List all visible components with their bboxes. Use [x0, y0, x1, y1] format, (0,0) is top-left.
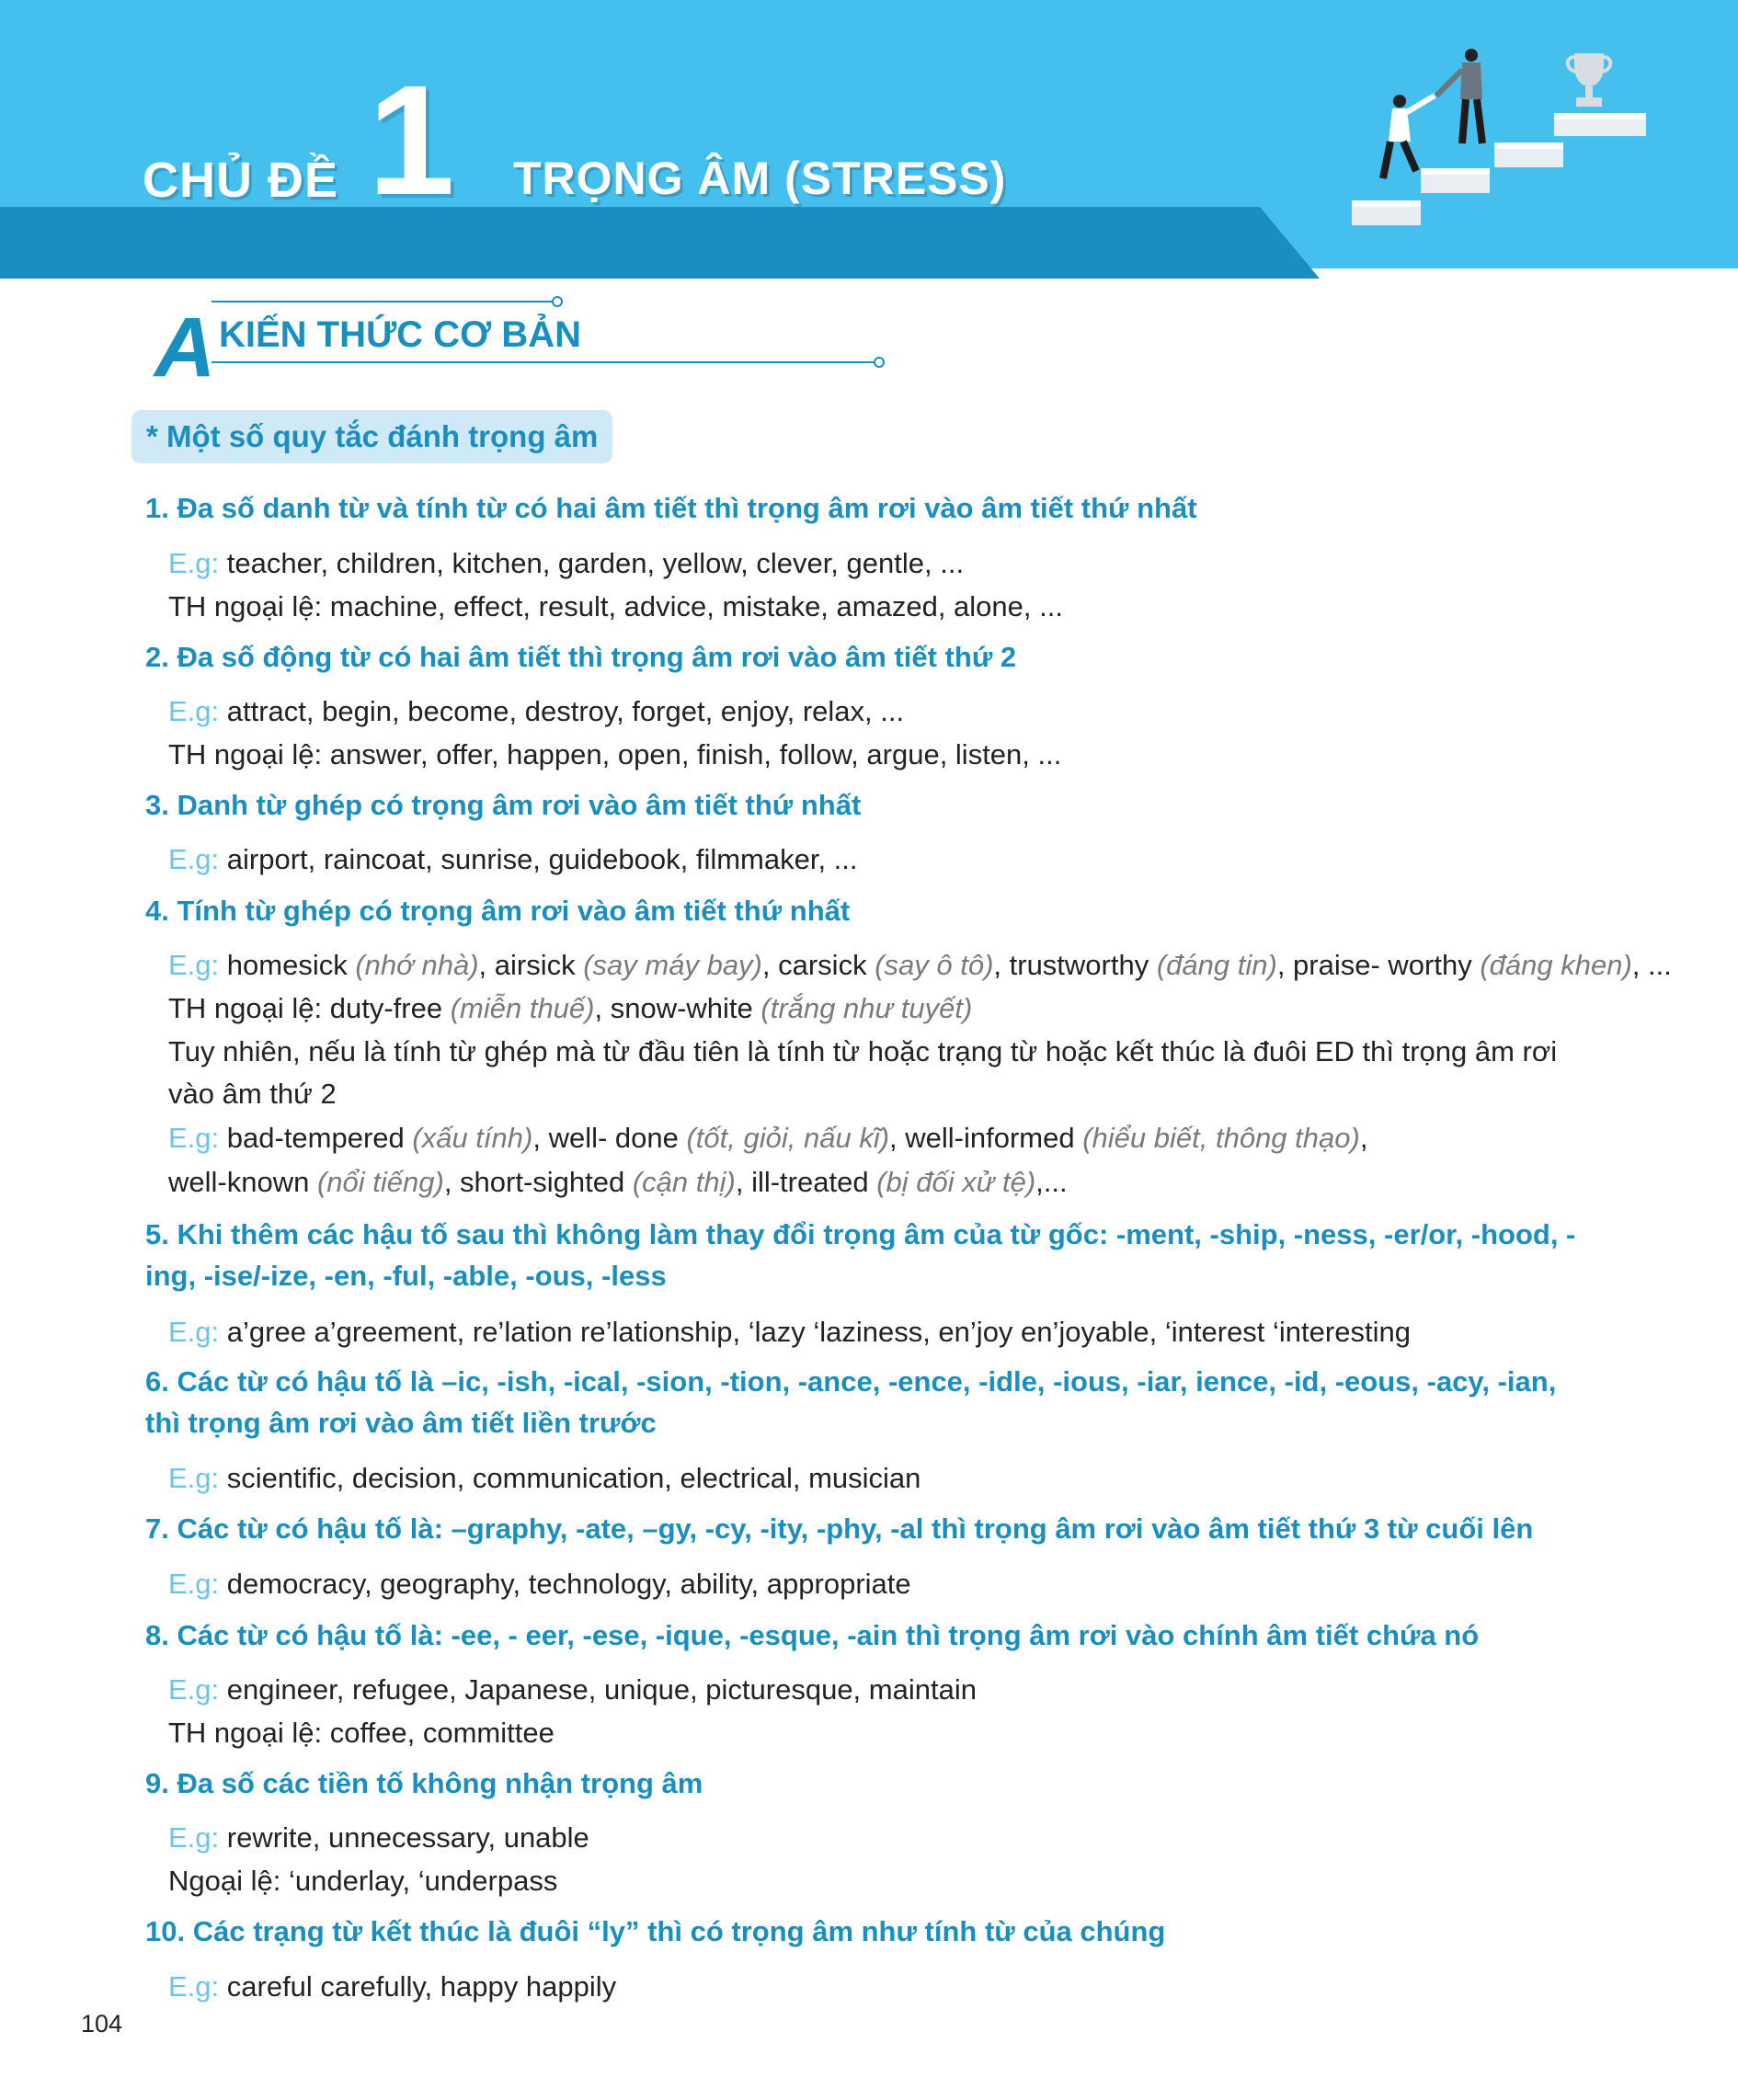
rule-1-exception: TH ngoại lệ: machine, effect, result, advice, mistake, amazed, alone, ...: [168, 590, 1063, 622]
eg-label: E.g:: [168, 1568, 220, 1600]
rule-7-title: 7. Các từ có hậu tố là: –graphy, -ate, –gy, -cy, -ity, -phy, -al thì trọng âm rơi vào âm tiết thứ 3 từ cuối lên: [145, 1512, 1534, 1545]
rule-1-example: E.g: teacher, children, kitchen, garden, yellow, clever, gentle, ...: [168, 547, 965, 579]
rule-4-title: 4. Tính từ ghép có trọng âm rơi vào âm tiết thứ nhất: [145, 895, 851, 927]
rule-8-example: E.g: engineer, refugee, Japanese, unique, picturesque, maintain: [168, 1673, 977, 1706]
rule-9-example: E.g: rewrite, unnecessary, unable: [168, 1821, 589, 1854]
section-title: KIẾN THỨC CƠ BẢN: [219, 314, 581, 355]
rule-5-example: E.g: a’gree a’greement, re’lation re’lationship, ‘lazy ‘laziness, en’joy en’joyable, ‘interest ‘interesting: [168, 1316, 1411, 1348]
person-helping-icon: [1436, 49, 1482, 143]
page-number: 104: [81, 2010, 123, 2037]
chapter-title: TRỌNG ÂM (STRESS): [513, 153, 1007, 204]
eg-label: E.g:: [168, 1821, 220, 1854]
chapter-banner: [0, 0, 1738, 276]
rule-7-example: E.g: democracy, geography, technology, ability, appropriate: [168, 1568, 911, 1600]
eg-label: E.g:: [168, 949, 220, 981]
eg-label: E.g:: [168, 843, 220, 875]
chapter-number: 1: [368, 53, 455, 228]
rule-3-title: 3. Danh từ ghép có trọng âm rơi vào âm tiết thứ nhất: [145, 789, 862, 821]
subheading-pill: * Một số quy tắc đánh trọng âm: [131, 410, 612, 463]
rule-8-exception: TH ngoại lệ: coffee, committee: [168, 1717, 555, 1749]
person-climbing-icon: [1383, 95, 1435, 178]
rule-4-example-1: E.g: homesick (nhớ nhà), airsick (say máy bay), carsick (say ô tô), trustworthy (đáng tin), praise- worthy (đáng khen), ...: [168, 949, 1672, 981]
rule-8-title: 8. Các từ có hậu tố là: -ee, - eer, -ese, -ique, -esque, -ain thì trọng âm rơi vào chính âm tiết chứa nó: [145, 1619, 1480, 1651]
rule-6-example: E.g: scientific, decision, communication, electrical, musician: [168, 1462, 921, 1494]
stairs-trophy-illustration: [1333, 37, 1674, 248]
section-letter: A: [154, 301, 216, 394]
eg-label: E.g:: [168, 1970, 220, 2003]
rule-5-title: 5. Khi thêm các hậu tố sau thì không làm thay đổi trọng âm của từ gốc: -ment, -ship, -ness, -er/or, -hood, -ing, -ise/-ize, -en, -ful, -able, -ous, -less: [145, 1218, 1576, 1292]
rule-4-example-2: E.g: bad-tempered (xấu tính), well- done (tốt, giỏi, nấu kĩ), well-informed (hiểu biết, thông thạo),: [168, 1122, 1368, 1154]
rule-10-title: 10. Các trạng từ kết thúc là đuôi “ly” thì có trọng âm như tính từ của chúng: [145, 1915, 1166, 1947]
eg-label: E.g:: [168, 547, 220, 579]
rule-10-example: E.g: careful carefully, happy happily: [168, 1970, 617, 2003]
eg-label: E.g:: [168, 1316, 220, 1348]
rule-4-example-2-cont: well-known (nổi tiếng), short-sighted (cận thị), ill-treated (bị đối xử tệ),...: [168, 1166, 1068, 1198]
rule-9-exception: Ngoại lệ: ‘underlay, ‘underpass: [168, 1865, 558, 1897]
rule-9-title: 9. Đa số các tiền tố không nhận trọng âm: [145, 1767, 703, 1799]
rule-2-exception: TH ngoại lệ: answer, offer, happen, open, finish, follow, argue, listen, ...: [168, 738, 1062, 770]
rule-3-example: E.g: airport, raincoat, sunrise, guidebook, filmmaker, ...: [168, 843, 858, 875]
rule-6-title: 6. Các từ có hậu tố là –ic, -ish, -ical, -sion, -tion, -ance, -ence, -idle, -ious, -iar, ience, -id, -eous, -acy, -ian, thì trọng âm rơi vào âm tiết liền trước: [145, 1365, 1557, 1439]
rule-2-example: E.g: attract, begin, become, destroy, forget, enjoy, relax, ...: [168, 695, 905, 727]
eg-label: E.g:: [168, 1462, 220, 1494]
banner-stripe: [0, 207, 1320, 279]
rule-4-note: Tuy nhiên, nếu là tính từ ghép mà từ đầu tiên là tính từ hoặc trạng từ hoặc kết thúc là đuôi ED thì trọng âm rơi vào âm thứ 2: [168, 1035, 1558, 1110]
eg-label: E.g:: [168, 1673, 220, 1706]
rule-1-title: 1. Đa số danh từ và tính từ có hai âm tiết thì trọng âm rơi vào âm tiết thứ nhất: [145, 492, 1197, 524]
chapter-label: CHỦ ĐỀ: [143, 153, 339, 208]
eg-label: E.g:: [168, 695, 220, 727]
rule-4-exception: TH ngoại lệ: duty-free (miễn thuế), snow-white (trắng như tuyết): [168, 992, 973, 1024]
section-a-heading: [138, 296, 901, 397]
eg-label: E.g:: [168, 1122, 220, 1154]
rule-2-title: 2. Đa số động từ có hai âm tiết thì trọng âm rơi vào âm tiết thứ 2: [145, 641, 1017, 673]
trophy-icon: [1568, 53, 1611, 107]
